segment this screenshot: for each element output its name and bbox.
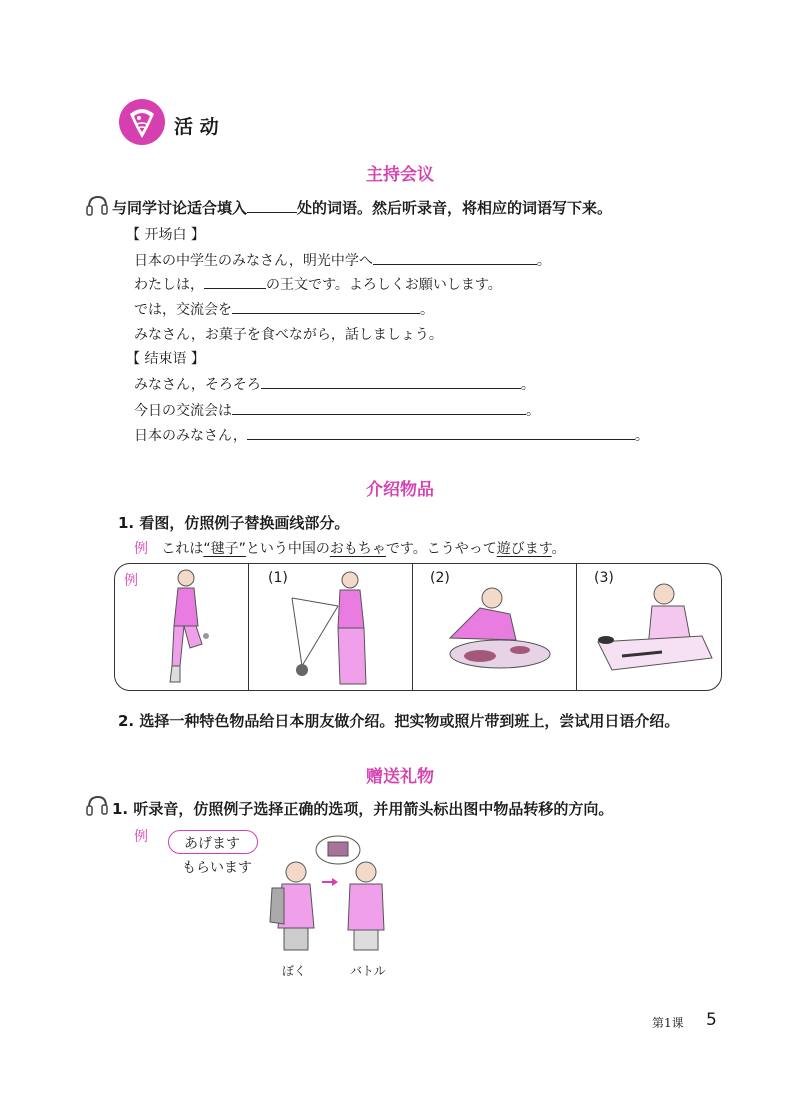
panel-label-1: (1) (268, 570, 288, 586)
headphone-icon (84, 193, 110, 219)
script-line-6 (134, 400, 540, 420)
instruction-blank (247, 198, 297, 213)
dumpling-girl-illustration (440, 574, 560, 674)
section-title-introduce: 介绍物品 (366, 480, 434, 500)
page-title: 活 动 (174, 116, 219, 138)
script-line-3-text: では，交流会を (134, 302, 232, 318)
fish-logo-icon (118, 98, 166, 146)
person-right-name: バトル (350, 964, 386, 978)
example-text-c: という中国の (245, 541, 330, 557)
script-line-3 (134, 299, 434, 319)
example-text-e: です。こうやって (385, 541, 497, 557)
activity-badge (118, 98, 166, 146)
script-line-1-end: 。 (536, 253, 551, 269)
panel-divider (412, 563, 413, 691)
script-line-2-post: の王文です。よろしくお願いします。 (266, 277, 502, 293)
script-line-3-end: 。 (420, 302, 434, 318)
option-ageru[interactable]: あげます (184, 836, 240, 852)
instruction-text-a: 与同学讨论适合填入 (112, 199, 248, 217)
script-line-7-text: 日本のみなさん， (134, 428, 247, 444)
script-line-6-text: 今日の交流会は (134, 403, 232, 419)
opening-label: 【 开场白 】 (126, 227, 205, 243)
closing-label: 【 结束语 】 (126, 351, 205, 367)
example-text-a: これは (161, 541, 204, 557)
script-line-1 (134, 250, 551, 270)
panel-label-3: (3) (594, 570, 614, 586)
introduce-item-2: 2. 选择一种特色物品给日本朋友做介绍。把实物或照片带到班上，尝试用日语介绍。 (118, 712, 680, 730)
panel-label-2: (2) (430, 570, 450, 586)
section-title-meeting: 主持会议 (366, 165, 434, 185)
script-line-2 (134, 274, 502, 294)
headphone-icon (84, 793, 110, 819)
script-line-6-end: 。 (526, 403, 540, 419)
person-left-name: ぼく (282, 964, 307, 978)
panel-divider (576, 563, 577, 691)
introduce-item-1: 1. 看图，仿照例子替换画线部分。 (118, 514, 350, 532)
gift-exchange-illustration (262, 832, 402, 960)
blank-7[interactable] (247, 425, 635, 440)
blank-1[interactable] (373, 250, 537, 265)
script-line-5-end: 。 (520, 377, 535, 393)
blank-6[interactable] (232, 400, 526, 415)
script-line-5 (134, 374, 535, 394)
gift-example-label: 例 (134, 829, 148, 845)
script-line-2-pre: わたしは， (134, 277, 204, 293)
blank-3[interactable] (232, 299, 420, 314)
section-title-gift: 赠送礼物 (366, 767, 434, 787)
script-line-4: みなさん，お菓子を食べながら，話しましょう。 (134, 327, 443, 343)
calligraphy-man-illustration (592, 576, 716, 676)
instruction-text-b: 处的词语。然后听录音，将相应的词语写下来。 (297, 199, 613, 217)
page-number: 5 (706, 1010, 717, 1030)
blank-5[interactable] (261, 374, 521, 389)
gift-item-1: 1. 听录音，仿照例子选择正确的选项，并用箭头标出图中物品转移的方向。 (112, 800, 614, 818)
blank-2[interactable] (204, 274, 266, 289)
script-line-7-end: 。 (634, 428, 649, 444)
script-line-7 (134, 425, 649, 445)
diabolo-girl-illustration (280, 566, 390, 688)
panel-label-example: 例 (124, 573, 138, 589)
example-label: 例 (134, 541, 148, 557)
panel-divider (248, 563, 249, 691)
example-underline-d: おもちゃ (329, 541, 386, 557)
example-underline-f: 遊びます (496, 541, 552, 557)
introduce-example (134, 538, 566, 558)
example-text-g: 。 (551, 541, 566, 557)
example-underline-b: “毽子” (203, 541, 246, 557)
lesson-label: 第1课 (652, 1016, 684, 1030)
instruction-meeting (112, 197, 612, 218)
option-morau[interactable]: もらいます (182, 860, 252, 876)
script-line-5-text: みなさん，そろそろ (134, 377, 261, 393)
shuttlecock-girl-illustration (150, 566, 220, 688)
script-line-1-text: 日本の中学生のみなさん，明光中学へ (134, 253, 373, 269)
